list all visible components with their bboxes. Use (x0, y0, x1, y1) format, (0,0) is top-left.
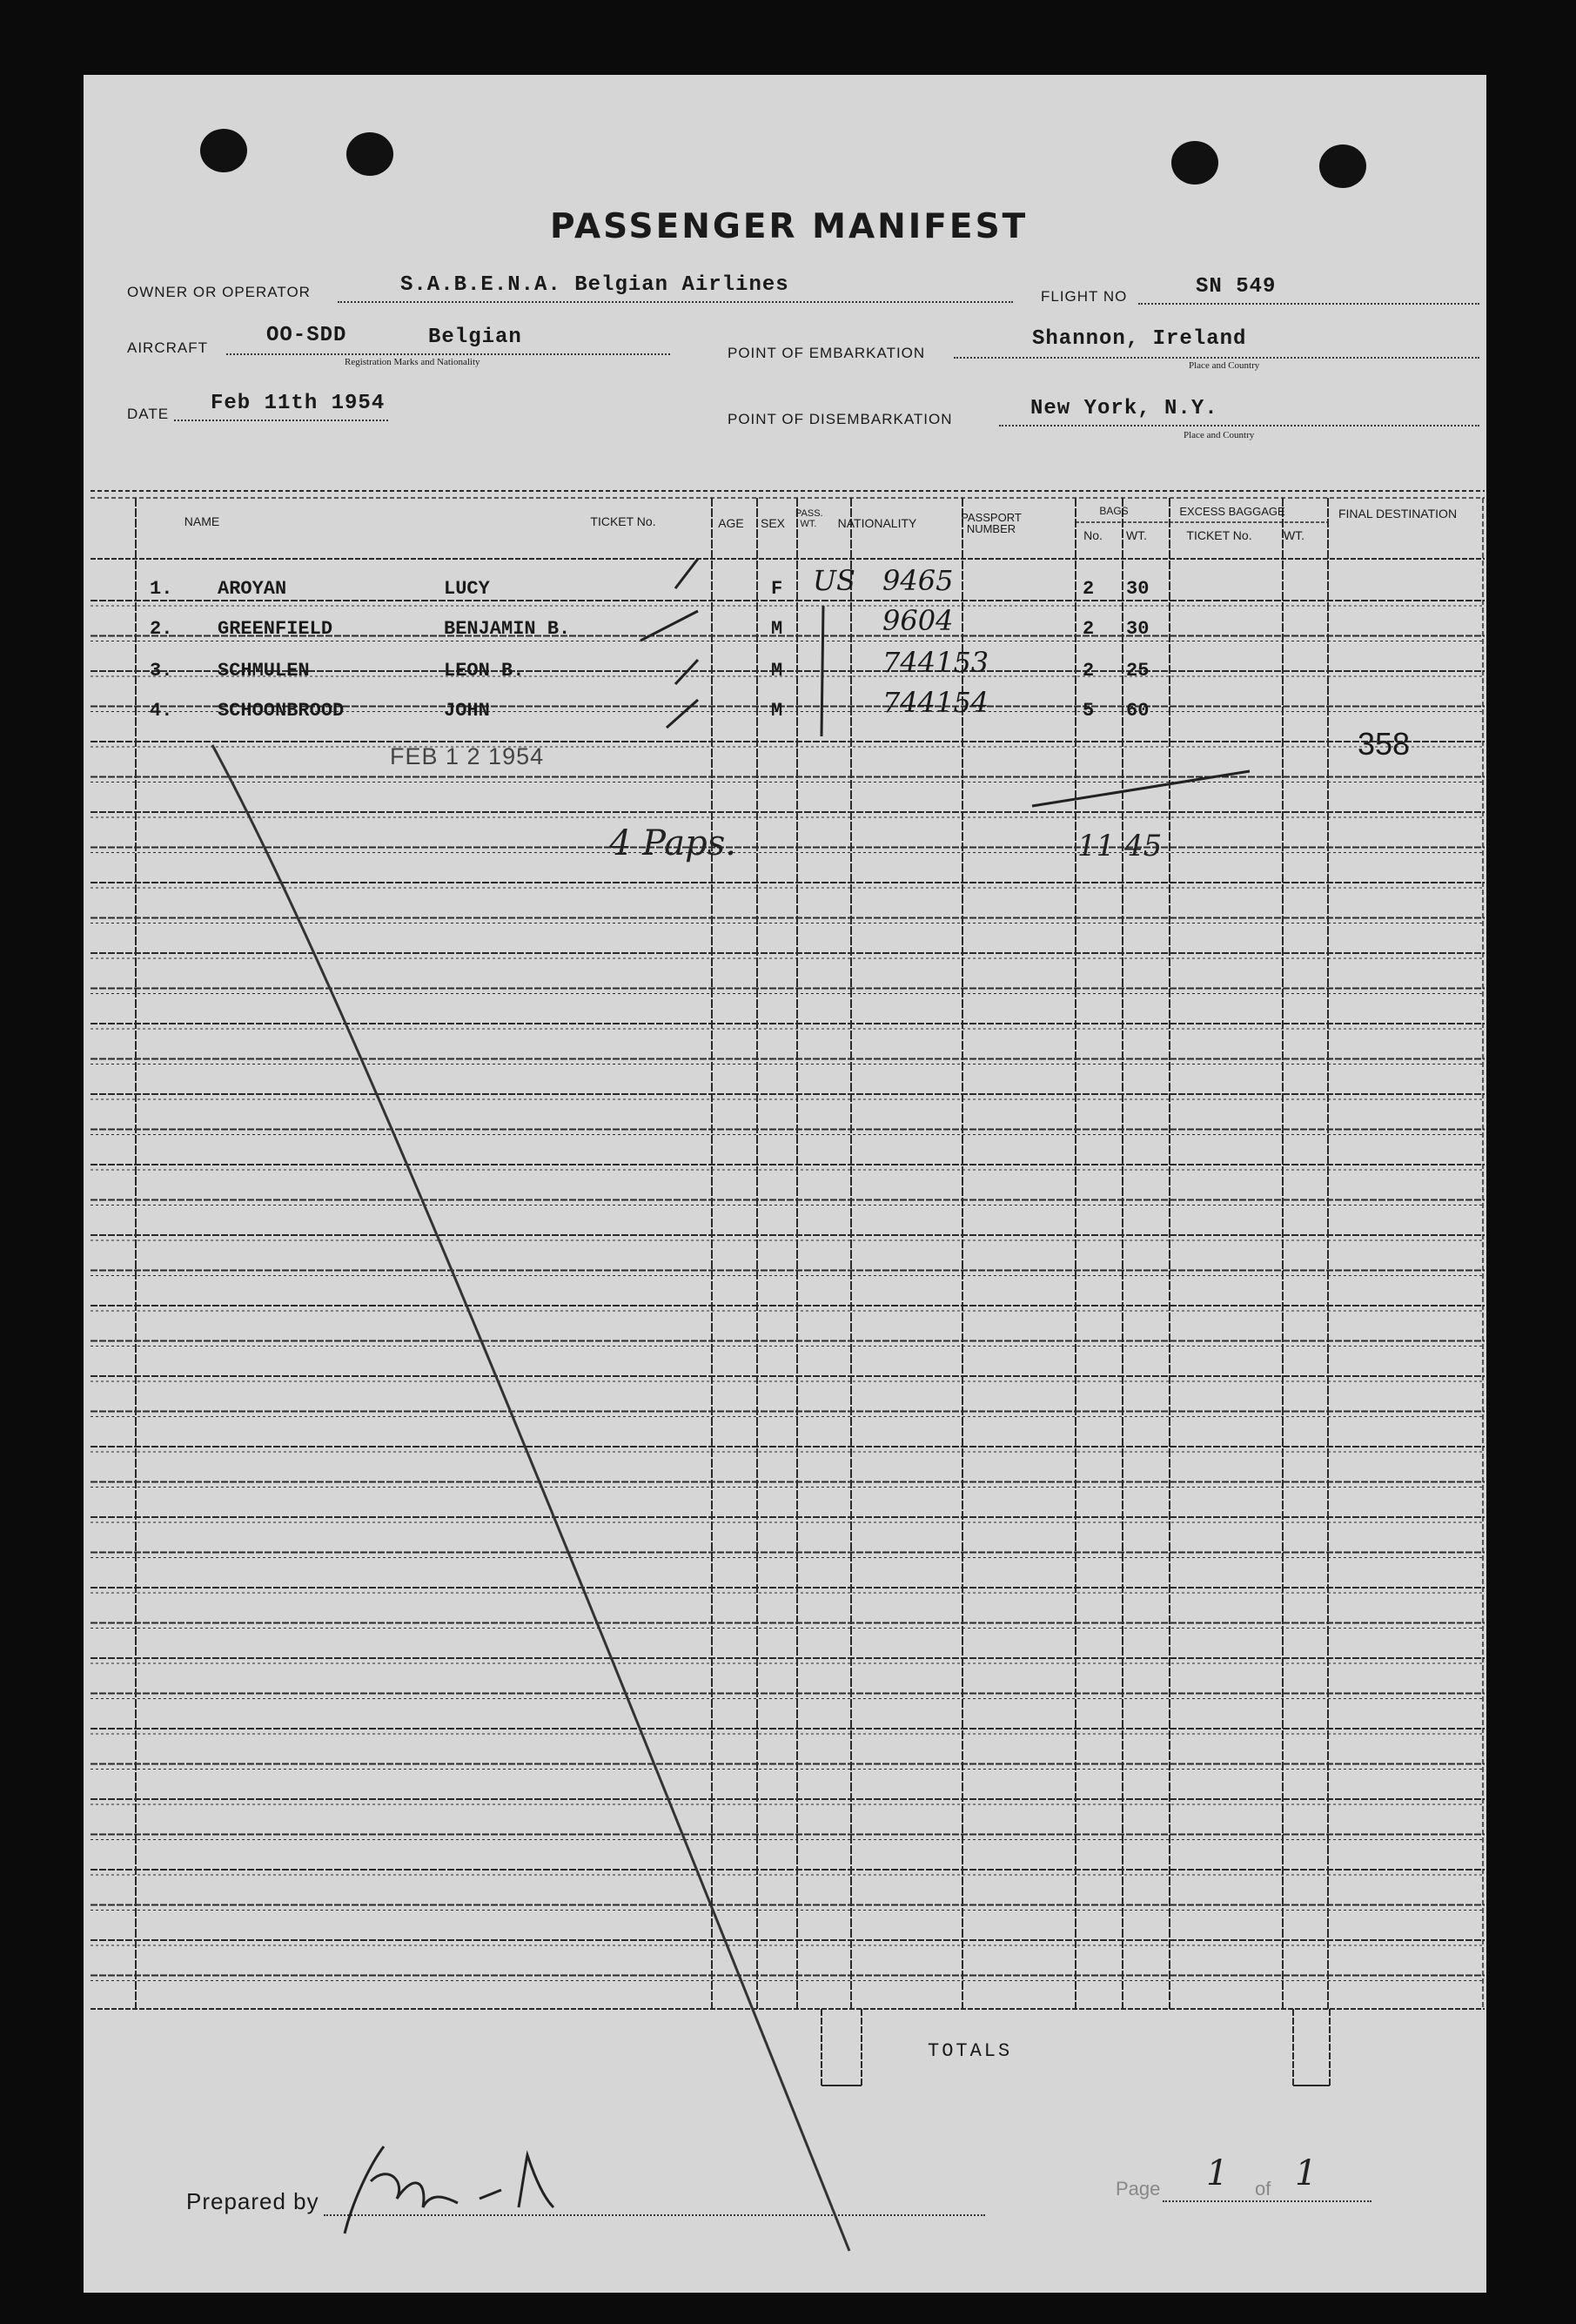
header-bags-wt: WT. (1125, 528, 1148, 542)
bags-count: 2 (1083, 618, 1095, 640)
passenger-nationality: US (813, 564, 855, 597)
header-age: AGE (718, 516, 744, 530)
passenger-passport: 744153 (882, 646, 989, 679)
cancellation-line (212, 745, 849, 2251)
embarkation-value: Shannon, Ireland (1032, 327, 1247, 351)
date-value: Feb 11th 1954 (211, 392, 386, 415)
prepared-by-label: Prepared by (186, 2188, 319, 2214)
row-number: 4. (150, 700, 173, 722)
passenger-passport: 9604 (882, 604, 954, 637)
totals-label: TOTALS (928, 2040, 1013, 2062)
passenger-sex: M (771, 660, 783, 682)
check-mark-2 (640, 611, 698, 641)
check-mark-3 (675, 660, 698, 684)
disembarkation-caption: Place and Country (1184, 430, 1255, 440)
flight-value: SN 549 (1196, 275, 1277, 299)
passenger-surname: SCHMULEN (218, 660, 310, 682)
handwriting-layer (84, 75, 1486, 2293)
bags-weight: 60 (1126, 700, 1150, 722)
header-excess-baggage: EXCESS BAGGAGE (1179, 505, 1285, 518)
row-number: 2. (150, 618, 173, 640)
header-passport: PASSPORT NUMBER (961, 511, 1022, 535)
header-pass-weight: PASS. WT. (795, 508, 823, 529)
disembarkation-label: POINT OF DISEMBARKATION (728, 411, 953, 427)
header-sex: SEX (760, 516, 785, 530)
page-label: Page (1116, 2178, 1161, 2200)
header-name: NAME (184, 514, 220, 528)
owner-label: OWNER OR OPERATOR (127, 284, 311, 300)
passenger-surname: AROYAN (218, 578, 287, 600)
bags-strike-line (1032, 771, 1250, 806)
passenger-given-name: BENJAMIN B. (444, 618, 571, 640)
passenger-given-name: LEON B. (444, 660, 525, 682)
header-bags: BAGS (1099, 505, 1129, 517)
signature (345, 2146, 553, 2233)
header-bags-no: No. (1083, 528, 1103, 542)
check-mark-4 (667, 700, 698, 728)
page-total: 1 (1295, 2153, 1318, 2193)
bags-total-count: 11 (1077, 829, 1116, 863)
bags-weight: 30 (1126, 578, 1150, 600)
aircraft-nationality: Belgian (428, 326, 522, 349)
aircraft-registration: OO-SDD (266, 324, 347, 347)
embarkation-label: POINT OF EMBARKATION (728, 345, 926, 361)
passenger-total-handwritten: 4 Paps. (609, 823, 736, 863)
passenger-surname: SCHOONBROOD (218, 700, 345, 722)
passenger-given-name: LUCY (444, 578, 490, 600)
header-nationality: NATIONALITY (837, 516, 917, 530)
date-label: DATE (127, 406, 170, 422)
passenger-sex: M (771, 700, 783, 722)
ditto-line-nationality (822, 606, 823, 736)
passenger-passport: 9465 (882, 564, 954, 597)
bags-count: 2 (1083, 578, 1095, 600)
embarkation-caption: Place and Country (1189, 360, 1260, 371)
passenger-surname: GREENFIELD (218, 618, 333, 640)
stamp-number: 358 (1358, 726, 1411, 762)
bags-weight: 30 (1126, 618, 1150, 640)
flight-label: FLIGHT NO (1041, 288, 1128, 305)
received-date-stamp: FEB 1 2 1954 (390, 743, 545, 769)
page-title: PASSENGER MANIFEST (550, 207, 1029, 246)
passenger-passport: 744154 (882, 686, 989, 719)
check-mark-1 (675, 559, 698, 588)
row-number: 3. (150, 660, 173, 682)
bags-count: 5 (1083, 700, 1095, 722)
disembarkation-value: New York, N.Y. (1030, 397, 1218, 420)
bags-weight: 25 (1126, 660, 1150, 682)
passenger-sex: F (771, 578, 783, 600)
page-of-label: of (1255, 2178, 1271, 2200)
bags-count: 2 (1083, 660, 1095, 682)
aircraft-label: AIRCRAFT (127, 339, 208, 356)
row-number: 1. (150, 578, 173, 600)
aircraft-caption: Registration Marks and Nationality (345, 357, 480, 367)
passenger-given-name: JOHN (444, 700, 490, 722)
bags-total-weight: 45 (1124, 829, 1163, 863)
header-excess-wt: WT. (1283, 528, 1305, 542)
header-final-destination: FINAL DESTINATION (1338, 507, 1458, 521)
owner-value: S.A.B.E.N.A. Belgian Airlines (400, 273, 789, 297)
header-ticket: TICKET No. (590, 514, 656, 528)
page-number: 1 (1206, 2153, 1229, 2193)
manifest-page (84, 75, 1486, 2293)
passenger-sex: M (771, 618, 783, 640)
header-excess-ticket: TICKET No. (1186, 528, 1252, 542)
